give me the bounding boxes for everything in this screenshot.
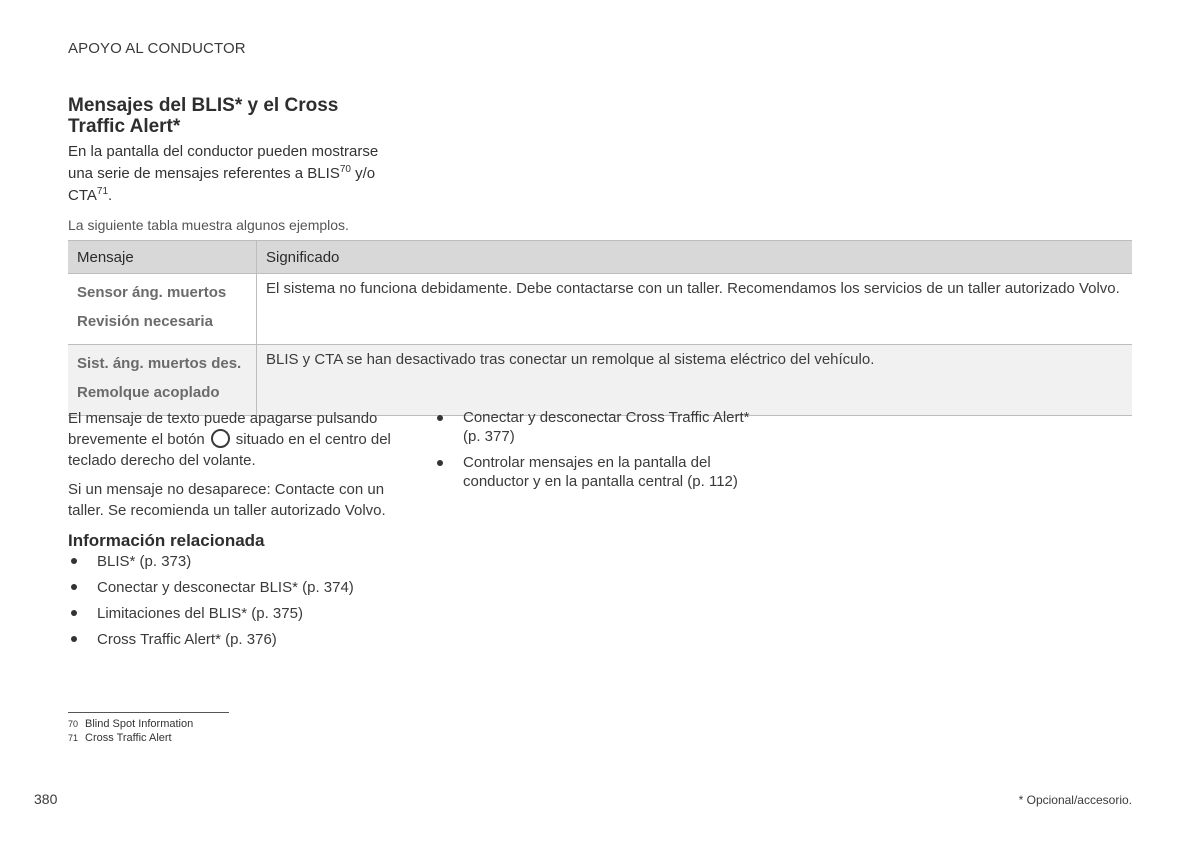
table-row bbox=[68, 345, 1132, 416]
footnote-divider bbox=[68, 712, 229, 713]
message-line: Sist. áng. muertos des. bbox=[77, 355, 242, 372]
related-link[interactable]: Controlar mensajes en la pantalla del conductor y en la pantalla central (p. 112) bbox=[434, 453, 764, 491]
section-header: APOYO AL CONDUCTOR bbox=[68, 40, 246, 57]
related-link[interactable]: Cross Traffic Alert* (p. 376) bbox=[68, 629, 354, 655]
page-title: Mensajes del BLIS* y el Cross Traffic Alert* bbox=[68, 95, 339, 137]
message-cell bbox=[68, 345, 257, 416]
related-link[interactable]: Limitaciones del BLIS* (p. 375) bbox=[68, 603, 354, 629]
message-line: Sensor áng. muertos bbox=[77, 284, 227, 301]
column-header-meaning: Significado bbox=[257, 241, 1133, 274]
footnote-ref-70[interactable]: 70 bbox=[339, 164, 351, 175]
circle-button-icon bbox=[211, 429, 230, 448]
body-text-left bbox=[68, 408, 393, 529]
message-line: Remolque acoplado bbox=[77, 384, 220, 401]
table-row bbox=[68, 274, 1132, 345]
meaning-cell: El sistema no funciona debidamente. Debe contactarse con un taller. Recomendamos los servicios de un taller autorizado Volvo. bbox=[257, 274, 1133, 345]
related-info-heading: Información relacionada bbox=[68, 531, 265, 550]
footnote-text: Blind Spot Information bbox=[85, 718, 194, 730]
optional-accessory-note: * Opcional/accesorio. bbox=[1018, 793, 1132, 807]
message-line: Revisión necesaria bbox=[77, 313, 213, 330]
dismiss-text-1: El mensaje de texto puede apagarse pulsando brevemente el botón bbox=[68, 410, 378, 448]
related-info-list bbox=[68, 551, 354, 655]
related-link[interactable]: Conectar y desconectar BLIS* (p. 374) bbox=[68, 577, 354, 603]
intro-text-3: . bbox=[108, 187, 113, 204]
intro-text-2: y/o CTA bbox=[68, 165, 376, 204]
footnote-number: 70 bbox=[68, 719, 79, 729]
related-info-list-continued bbox=[434, 408, 764, 498]
messages-table bbox=[68, 240, 1132, 416]
message-cell bbox=[68, 274, 257, 345]
dismiss-text-2: situado en el centro del teclado derecho del volante. bbox=[68, 431, 391, 469]
footnotes bbox=[68, 717, 193, 745]
related-link[interactable]: BLIS* (p. 373) bbox=[68, 551, 354, 577]
footnote-71 bbox=[68, 731, 193, 745]
persistent-message-paragraph: Si un mensaje no desaparece: Contacte con un taller. Se recomienda un taller autorizado Volvo. bbox=[68, 481, 386, 519]
footnote-text: Cross Traffic Alert bbox=[85, 732, 172, 744]
footnote-ref-71[interactable]: 71 bbox=[96, 186, 109, 197]
related-link[interactable]: Conectar y desconectar Cross Traffic Alert* (p. 377) bbox=[434, 408, 764, 446]
intro-paragraph bbox=[68, 141, 398, 207]
meaning-cell: BLIS y CTA se han desactivado tras conectar un remolque al sistema eléctrico del vehículo. bbox=[257, 345, 1133, 416]
column-header-message: Mensaje bbox=[68, 241, 257, 274]
table-header-row bbox=[68, 241, 1132, 274]
dismiss-message-paragraph bbox=[68, 408, 393, 471]
table-caption: La siguiente tabla muestra algunos ejemplos. bbox=[68, 217, 349, 233]
footnote-number: 71 bbox=[68, 733, 79, 743]
footnote-70 bbox=[68, 717, 193, 731]
intro-text-1: En la pantalla del conductor pueden mostrarse una serie de mensajes referentes a BLIS bbox=[68, 143, 379, 182]
page-number: 380 bbox=[34, 791, 58, 807]
